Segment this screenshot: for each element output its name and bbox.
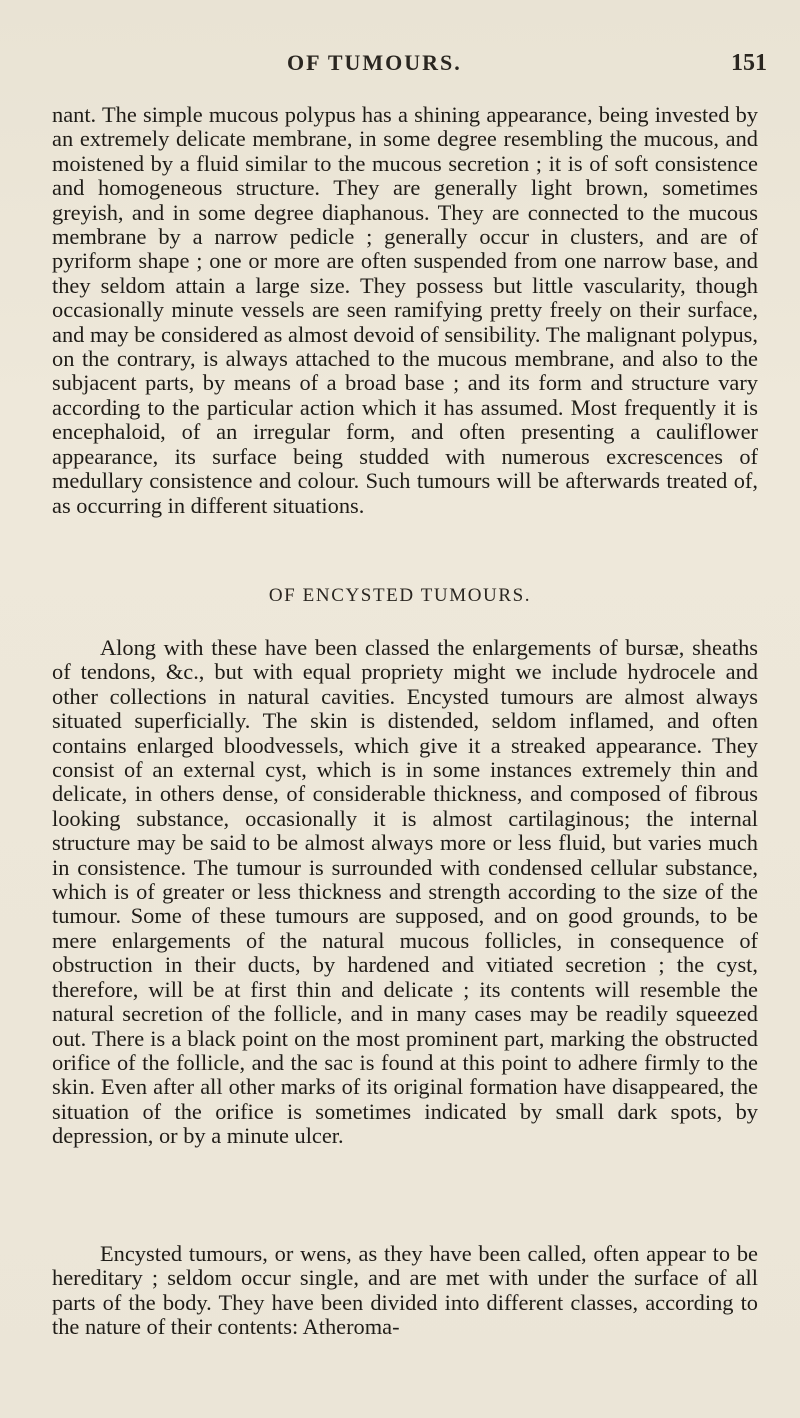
- page-number: 151: [731, 50, 767, 76]
- paragraph-encysted-intro: Along with these have been classed the enlargements of bursæ, sheaths of tendons, &c., but with equal propriety might we include hydrocele and other collections in natural cavities. Encysted tumours are almost always situated superficially. The skin is distended, seldom inflamed, and often contains enlarged bloodvessels, which give it a streaked appearance. They consist of an external cyst, which is in some instances extremely thin and delicate, in others dense, of considerable thickness, and composed of fibrous looking substance, occasionally it is almost cartilaginous; the internal structure may be said to be almost always more or less fluid, but varies much in consistence. The tumour is surrounded with condensed cellular substance, which is of greater or less thickness and strength according to the size of the tumour. Some of these tumours are supposed, and on good grounds, to be mere enlargements of the natural mucous follicles, in consequence of obstruction in their ducts, by hardened and vitiated secretion ; the cyst, therefore, will be at first thin and delicate ; its contents will resemble the natural secretion of the follicle, and in many cases may be readily squeezed out. There is a black point on the most prominent part, marking the obstructed orifice of the follicle, and the sac is found at this point to adhere firmly to the skin. Even after all other marks of its original formation have disappeared, the situation of the orifice is sometimes indicated by small dark spots, by depression, or by a minute ulcer.: [52, 635, 758, 1149]
- running-head: [0, 50, 800, 80]
- paragraph-polypus: nant. The simple mucous polypus has a shining appearance, being invested by an extremely delicate membrane, in some degree resembling the mucous, and moistened by a fluid similar to the mucous secretion ; it is of soft consistence and homogeneous structure. They are generally light brown, sometimes greyish, and in some degree diaphanous. They are connected to the mucous membrane by a narrow pedicle ; generally occur in clusters, and are of pyriform shape ; one or more are often suspended from one narrow base, and they seldom attain a large size. They possess but little vascularity, though occasionally minute vessels are seen ramifying pretty freely on their surface, and may be considered as almost devoid of sensibility. The malignant polypus, on the contrary, is always attached to the mucous membrane, and also to the subjacent parts, by means of a broad base ; and its form and structure vary according to the particular action which it has assumed. Most frequently it is encephaloid, of an irregular form, and often presenting a cauliflower appearance, its surface being studded with numerous excrescences of medullary consistence and colour. Such tumours will be afterwards treated of, as occurring in different situations.: [52, 102, 758, 518]
- section-heading: OF ENCYSTED TUMOURS.: [268, 585, 532, 606]
- running-title: OF TUMOURS.: [287, 50, 462, 75]
- paragraph-encysted-wens: Encysted tumours, or wens, as they have been called, often appear to be hereditary ; seldom occur single, and are met with under the surface of all parts of the body. They have been divided into different classes, according to the nature of their contents: Atheroma-: [52, 1241, 758, 1340]
